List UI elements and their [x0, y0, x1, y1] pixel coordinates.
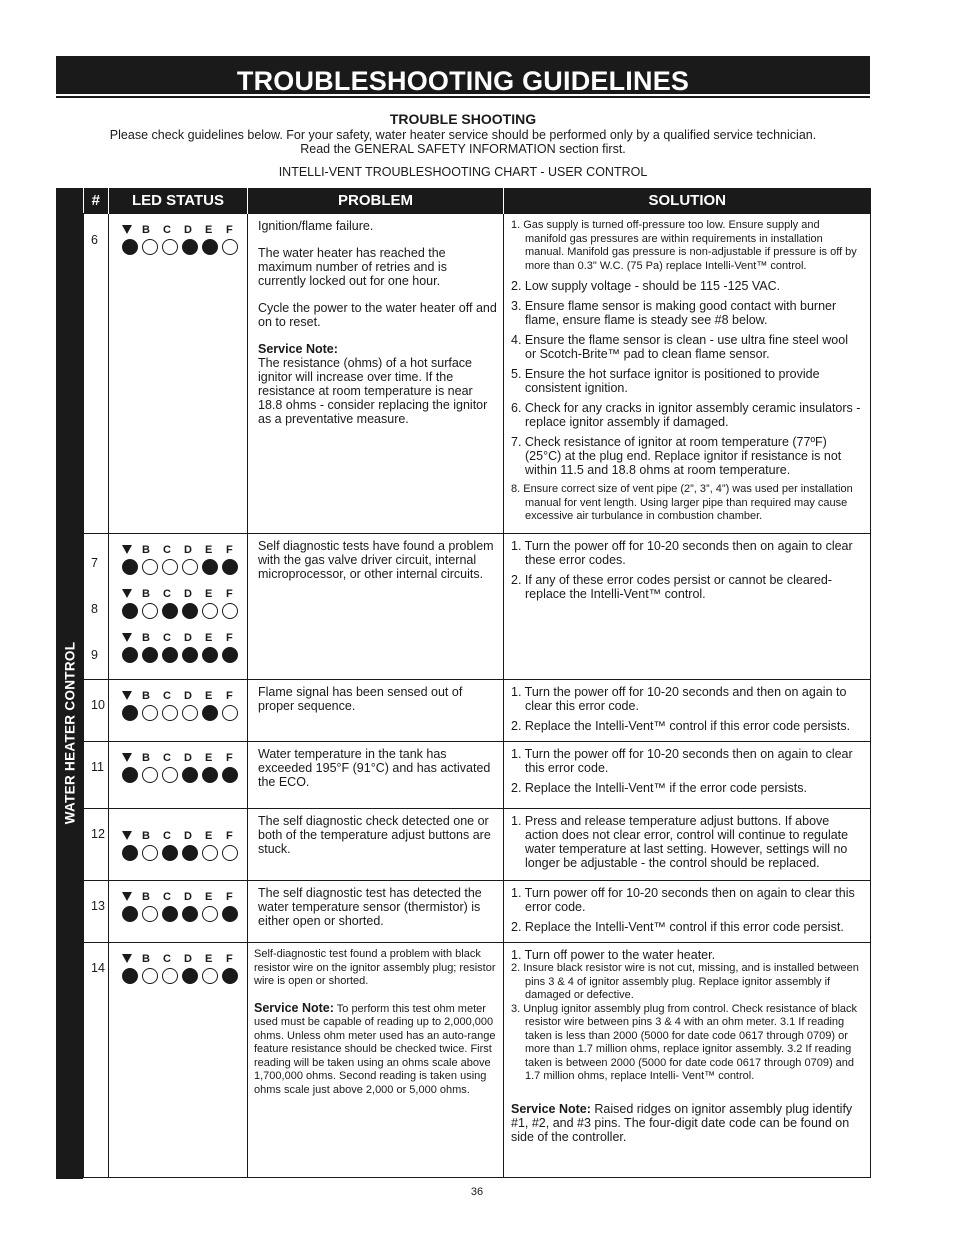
table-header-row [84, 188, 871, 214]
led-off-icon [202, 968, 218, 984]
led-letter: F [226, 543, 233, 556]
led-indicator-row [122, 647, 247, 663]
problem-cell [248, 214, 504, 534]
led-on-icon [122, 705, 138, 721]
col-header-num: # [84, 188, 109, 214]
row-number-label: 7 [91, 556, 98, 570]
led-letter: E [205, 543, 213, 556]
led-indicator-row [122, 239, 247, 255]
led-letter: E [205, 223, 213, 236]
problem-text: Cycle the power to the water heater off and on to reset. [258, 301, 497, 329]
led-off-icon [162, 559, 178, 575]
led-on-icon [182, 845, 198, 861]
led-off-icon [142, 239, 158, 255]
led-status-cell [109, 809, 248, 881]
row-number [84, 881, 109, 943]
led-on-icon [162, 603, 178, 619]
solution-item: 1. Gas supply is turned off-pressure too low. Ensure supply and manifold gas pressures are within requirements in installation manual. Manifold gas pressure is non-adjustable if pressure is off by more than 0.3" W.C. (75 Pa) replace Intelli-Vent™ control. [511, 219, 857, 272]
solution-item: 2. Replace the Intelli-Vent™ control if this error code persist. [511, 920, 844, 934]
down-triangle-icon [122, 753, 132, 762]
intro-text [56, 128, 870, 156]
led-indicator-row [122, 767, 247, 783]
led-on-icon [222, 647, 238, 663]
led-letter-header [122, 890, 247, 903]
led-on-icon [182, 906, 198, 922]
led-letter: D [184, 952, 192, 965]
service-note-label: Service Note: [254, 1000, 334, 1015]
led-on-icon [122, 603, 138, 619]
solution-item: 1. Turn the power off for 10-20 seconds then on again to clear these error codes. [511, 539, 853, 567]
led-group [109, 587, 247, 619]
down-triangle-icon [122, 831, 132, 840]
led-status-cell [109, 943, 248, 1178]
led-on-icon [182, 239, 198, 255]
led-status-cell [109, 534, 248, 680]
led-status-cell [109, 881, 248, 943]
table-row [84, 742, 871, 809]
led-on-icon [202, 647, 218, 663]
led-indicator-row [122, 705, 247, 721]
led-letter-header [122, 952, 247, 965]
led-letter: F [226, 689, 233, 702]
solution-item: 7. Check resistance of ignitor at room temperature (77ºF) (25°C) at the plug end. Replace ignitor if resistance is not within 11.5 and 18.8 ohms at room temperature. [511, 435, 842, 477]
problem-text: The self diagnostic test has detected the water temperature sensor (thermistor) is either open or shorted. [258, 886, 482, 928]
led-letter-header [122, 689, 247, 702]
led-off-icon [222, 705, 238, 721]
solution-item: 3. Ensure flame sensor is making good contact with burner flame, ensure flame is steady see #8 below. [511, 299, 837, 327]
led-off-icon [202, 845, 218, 861]
led-letter: B [142, 631, 150, 644]
led-off-icon [222, 603, 238, 619]
led-on-icon [122, 767, 138, 783]
led-on-icon [182, 647, 198, 663]
led-on-icon [162, 906, 178, 922]
led-group [109, 890, 247, 922]
led-letter: F [226, 631, 233, 644]
problem-cell [248, 742, 504, 809]
led-on-icon [202, 239, 218, 255]
solution-cell [504, 680, 871, 742]
led-indicator-row [122, 845, 247, 861]
led-off-icon [162, 767, 178, 783]
led-letter: D [184, 751, 192, 764]
solution-item: 3. Unplug ignitor assembly plug from control. Check resistance of black resistor wire between pins 3 & 4 with an ohm meter. 3.1 If reading taken is less than 2000 (5000 for date code 0617 through 0709) or more than 1.7 million ohms, replace ignitor assembly. 3.2 If reading taken is between 2000 (5000 for date code 0617 through 0709) and 1.7 million ohms, replace Intelli- Vent™ control. [511, 1002, 858, 1082]
down-triangle-icon [122, 691, 132, 700]
chart-title: INTELLI-VENT TROUBLESHOOTING CHART - USER CONTROL [278, 165, 648, 179]
solution-service-note [511, 1102, 862, 1144]
led-letter-header [122, 543, 247, 556]
problem-text: Self-diagnostic test found a problem with black resistor wire on the ignitor assembly plug; resistor wire is open or shorted. [254, 948, 496, 987]
row-number-label: 6 [91, 233, 98, 247]
led-on-icon [122, 647, 138, 663]
problem-text: Water temperature in the tank has exceeded 195°F (91°C) and has activated the ECO. [258, 747, 491, 789]
led-letter: D [184, 587, 192, 600]
led-off-icon [182, 559, 198, 575]
row-number-label: 14 [91, 961, 105, 975]
led-letter: F [226, 751, 233, 764]
service-note-text: The resistance (ohms) of a hot surface ignitor will increase over time. If the resistance at room temperature is near 18.8 ohms - consider replacing the ignitor as a preventative measure. [258, 356, 488, 426]
solution-cell [504, 881, 871, 943]
led-letter: F [226, 223, 233, 236]
title-rule [56, 96, 870, 98]
led-off-icon [142, 705, 158, 721]
led-on-icon [182, 767, 198, 783]
led-on-icon [202, 705, 218, 721]
led-on-icon [122, 239, 138, 255]
led-status-cell [109, 742, 248, 809]
led-off-icon [182, 705, 198, 721]
led-letter: F [226, 829, 233, 842]
led-on-icon [222, 968, 238, 984]
table-row [84, 881, 871, 943]
problem-text: Self diagnostic tests have found a problem with the gas valve driver circuit, internal microprocessor, or other internal circuits. [258, 539, 494, 581]
solution-cell [504, 214, 871, 534]
led-on-icon [222, 559, 238, 575]
led-letter: D [184, 223, 192, 236]
led-off-icon [142, 603, 158, 619]
problem-text: The water heater has reached the maximum number of retries and is currently locked out for one hour. [258, 246, 447, 288]
service-note-text: Raised ridges on ignitor assembly plug identify #1, #2, and #3 pins. The four-digit date code can be found on side of the controller. [511, 1101, 853, 1144]
solution-item: 2. Low supply voltage - should be 115 -125 VAC. [511, 279, 781, 293]
solution-item: 1. Press and release temperature adjust buttons. If above action does not clear error, control will continue to regulate water temperature at last setting. However, settings will no longer be adjustable - the control should be replaced. [511, 814, 849, 870]
problem-cell [248, 881, 504, 943]
led-on-icon [202, 559, 218, 575]
led-letter: E [205, 689, 213, 702]
led-letter: C [163, 829, 171, 842]
led-on-icon [222, 906, 238, 922]
troubleshooting-table-wrap [83, 188, 870, 1179]
led-group [109, 689, 247, 721]
led-letter: B [142, 543, 150, 556]
led-letter: B [142, 952, 150, 965]
led-on-icon [162, 647, 178, 663]
led-status-cell [109, 680, 248, 742]
led-letter: B [142, 587, 150, 600]
solution-item: 2. Insure black resistor wire is not cut, missing, and is installed between pins 3 & 4 of ignitor assembly plug. Replace ignitor assembly if damaged or defective. [511, 962, 859, 1001]
led-letter-header [122, 223, 247, 236]
solution-item: 1. Turn the power off for 10-20 seconds then on again to clear this error code. [511, 747, 853, 775]
down-triangle-icon [122, 225, 132, 234]
led-letter: D [184, 890, 192, 903]
col-header-led: LED STATUS [109, 188, 248, 214]
led-off-icon [162, 705, 178, 721]
led-letter: C [163, 587, 171, 600]
solution-item: 1. Turn off power to the water heater. [511, 948, 716, 962]
table-row [84, 943, 871, 1178]
row-number-label: 12 [91, 827, 105, 841]
led-off-icon [162, 968, 178, 984]
led-letter: B [142, 751, 150, 764]
led-letter: C [163, 223, 171, 236]
down-triangle-icon [122, 545, 132, 554]
led-off-icon [162, 239, 178, 255]
led-off-icon [222, 239, 238, 255]
table-row [84, 809, 871, 881]
led-letter: C [163, 751, 171, 764]
led-on-icon [122, 906, 138, 922]
row-number-label: 9 [91, 648, 98, 662]
led-off-icon [202, 603, 218, 619]
service-note-label: Service Note: [258, 342, 338, 356]
led-letter: D [184, 543, 192, 556]
solution-item: 2. If any of these error codes persist or cannot be cleared- replace the Intelli-Vent™ control. [511, 573, 833, 601]
row-number [84, 943, 109, 1178]
down-triangle-icon [122, 589, 132, 598]
led-letter-header [122, 631, 247, 644]
led-letter: D [184, 689, 192, 702]
page-title: TROUBLESHOOTING GUIDELINES [236, 66, 690, 96]
service-note-text: To perform this test ohm meter used must be capable of reading up to 2,000,000 ohms. Unless ohm meter used has an auto-range feature resistance should be checked twice. First reading will be taken using an ohms scale above 1,700,000 ohms. Second reading is taken using ohms scale just above 2,000 or 5,000 ohms. [254, 1002, 496, 1096]
led-off-icon [142, 906, 158, 922]
led-letter: E [205, 631, 213, 644]
row-number [84, 809, 109, 881]
led-group [109, 952, 247, 984]
led-group [109, 751, 247, 783]
row-number-label: 10 [91, 698, 105, 712]
row-number-label: 11 [91, 760, 104, 774]
led-letter: C [163, 890, 171, 903]
led-letter: D [184, 631, 192, 644]
led-group [109, 631, 247, 663]
led-letter: B [142, 890, 150, 903]
table-row [84, 680, 871, 742]
row-number-label: 8 [91, 602, 98, 616]
led-letter-header [122, 751, 247, 764]
problem-cell [248, 534, 504, 680]
led-letter: F [226, 890, 233, 903]
led-off-icon [222, 845, 238, 861]
led-letter: C [163, 952, 171, 965]
led-on-icon [122, 559, 138, 575]
page-number: 36 [470, 1186, 484, 1198]
section-heading: TROUBLE SHOOTING [389, 111, 537, 127]
down-triangle-icon [122, 954, 132, 963]
led-letter: E [205, 829, 213, 842]
problem-text: Ignition/flame failure. [258, 219, 374, 233]
solution-item: 1. Turn power off for 10-20 seconds then on again to clear this error code. [511, 886, 855, 914]
led-on-icon [122, 968, 138, 984]
row-number [84, 680, 109, 742]
led-on-icon [142, 647, 158, 663]
solution-item: 4. Ensure the flame sensor is clean - use ultra fine steel wool or Scotch-Brite™ pad to clean flame sensor. [511, 333, 848, 361]
led-group [109, 223, 247, 255]
solution-cell [504, 943, 871, 1178]
led-letter: E [205, 890, 213, 903]
led-letter: E [205, 587, 213, 600]
row-number [84, 534, 109, 680]
led-letter-header [122, 587, 247, 600]
troubleshooting-table [83, 188, 871, 1178]
led-on-icon [162, 845, 178, 861]
down-triangle-icon [122, 892, 132, 901]
intro-line-2: Read the GENERAL SAFETY INFORMATION section first. [300, 142, 626, 156]
row-number-label: 13 [91, 899, 105, 913]
intro-line-1: Please check guidelines below. For your safety, water heater service should be performed only by a qualified service technician. [109, 128, 817, 142]
led-on-icon [182, 603, 198, 619]
solution-cell [504, 742, 871, 809]
solution-item: 5. Ensure the hot surface ignitor is positioned to provide consistent ignition. [511, 367, 820, 395]
led-letter: B [142, 829, 150, 842]
led-letter: E [205, 952, 213, 965]
led-letter: E [205, 751, 213, 764]
led-letter-header [122, 829, 247, 842]
led-letter: B [142, 689, 150, 702]
led-indicator-row [122, 906, 247, 922]
row-number [84, 214, 109, 534]
led-off-icon [142, 767, 158, 783]
led-on-icon [122, 845, 138, 861]
sidebar-label-bar [56, 188, 83, 1179]
col-header-problem: PROBLEM [248, 188, 504, 214]
problem-cell [248, 680, 504, 742]
solution-item: 1. Turn the power off for 10-20 seconds and then on again to clear this error code. [511, 685, 847, 713]
led-off-icon [142, 968, 158, 984]
led-off-icon [142, 845, 158, 861]
problem-text: The self diagnostic check detected one or both of the temperature adjust buttons are stuck. [258, 814, 491, 856]
led-indicator-row [122, 559, 247, 575]
led-status-cell [109, 214, 248, 534]
led-letter: F [226, 587, 233, 600]
led-letter: B [142, 223, 150, 236]
solution-cell [504, 809, 871, 881]
led-group [109, 543, 247, 575]
problem-text: Flame signal has been sensed out of proper sequence. [258, 685, 463, 713]
solution-item: 2. Replace the Intelli-Vent™ control if this error code persists. [511, 719, 851, 733]
led-on-icon [222, 767, 238, 783]
solution-cell [504, 534, 871, 680]
title-bar [56, 56, 870, 94]
led-on-icon [182, 968, 198, 984]
col-header-solution: SOLUTION [504, 188, 871, 214]
table-row [84, 214, 871, 534]
led-letter: C [163, 631, 171, 644]
led-letter: F [226, 952, 233, 965]
solution-item: 8. Ensure correct size of vent pipe (2”, 3”, 4”) was used per installation manual for vent length. Using larger pipe than required may cause excessive air turbulance in combustion chamber. [511, 483, 853, 522]
led-off-icon [142, 559, 158, 575]
service-note-label: Service Note: [511, 1101, 591, 1116]
led-letter: C [163, 543, 171, 556]
led-on-icon [202, 767, 218, 783]
solution-item: 2. Replace the Intelli-Vent™ if the error code persists. [511, 781, 807, 795]
led-letter: C [163, 689, 171, 702]
led-letter: D [184, 829, 192, 842]
led-group [109, 829, 247, 861]
down-triangle-icon [122, 633, 132, 642]
sidebar-label: WATER HEATER CONTROL [62, 641, 77, 825]
led-off-icon [202, 906, 218, 922]
solution-item: 6. Check for any cracks in ignitor assembly ceramic insulators - replace ignitor assembly if damaged. [511, 401, 861, 429]
table-row [84, 534, 871, 680]
row-number [84, 742, 109, 809]
led-indicator-row [122, 968, 247, 984]
problem-cell [248, 809, 504, 881]
led-indicator-row [122, 603, 247, 619]
problem-cell [248, 943, 504, 1178]
service-note [254, 1002, 497, 1098]
